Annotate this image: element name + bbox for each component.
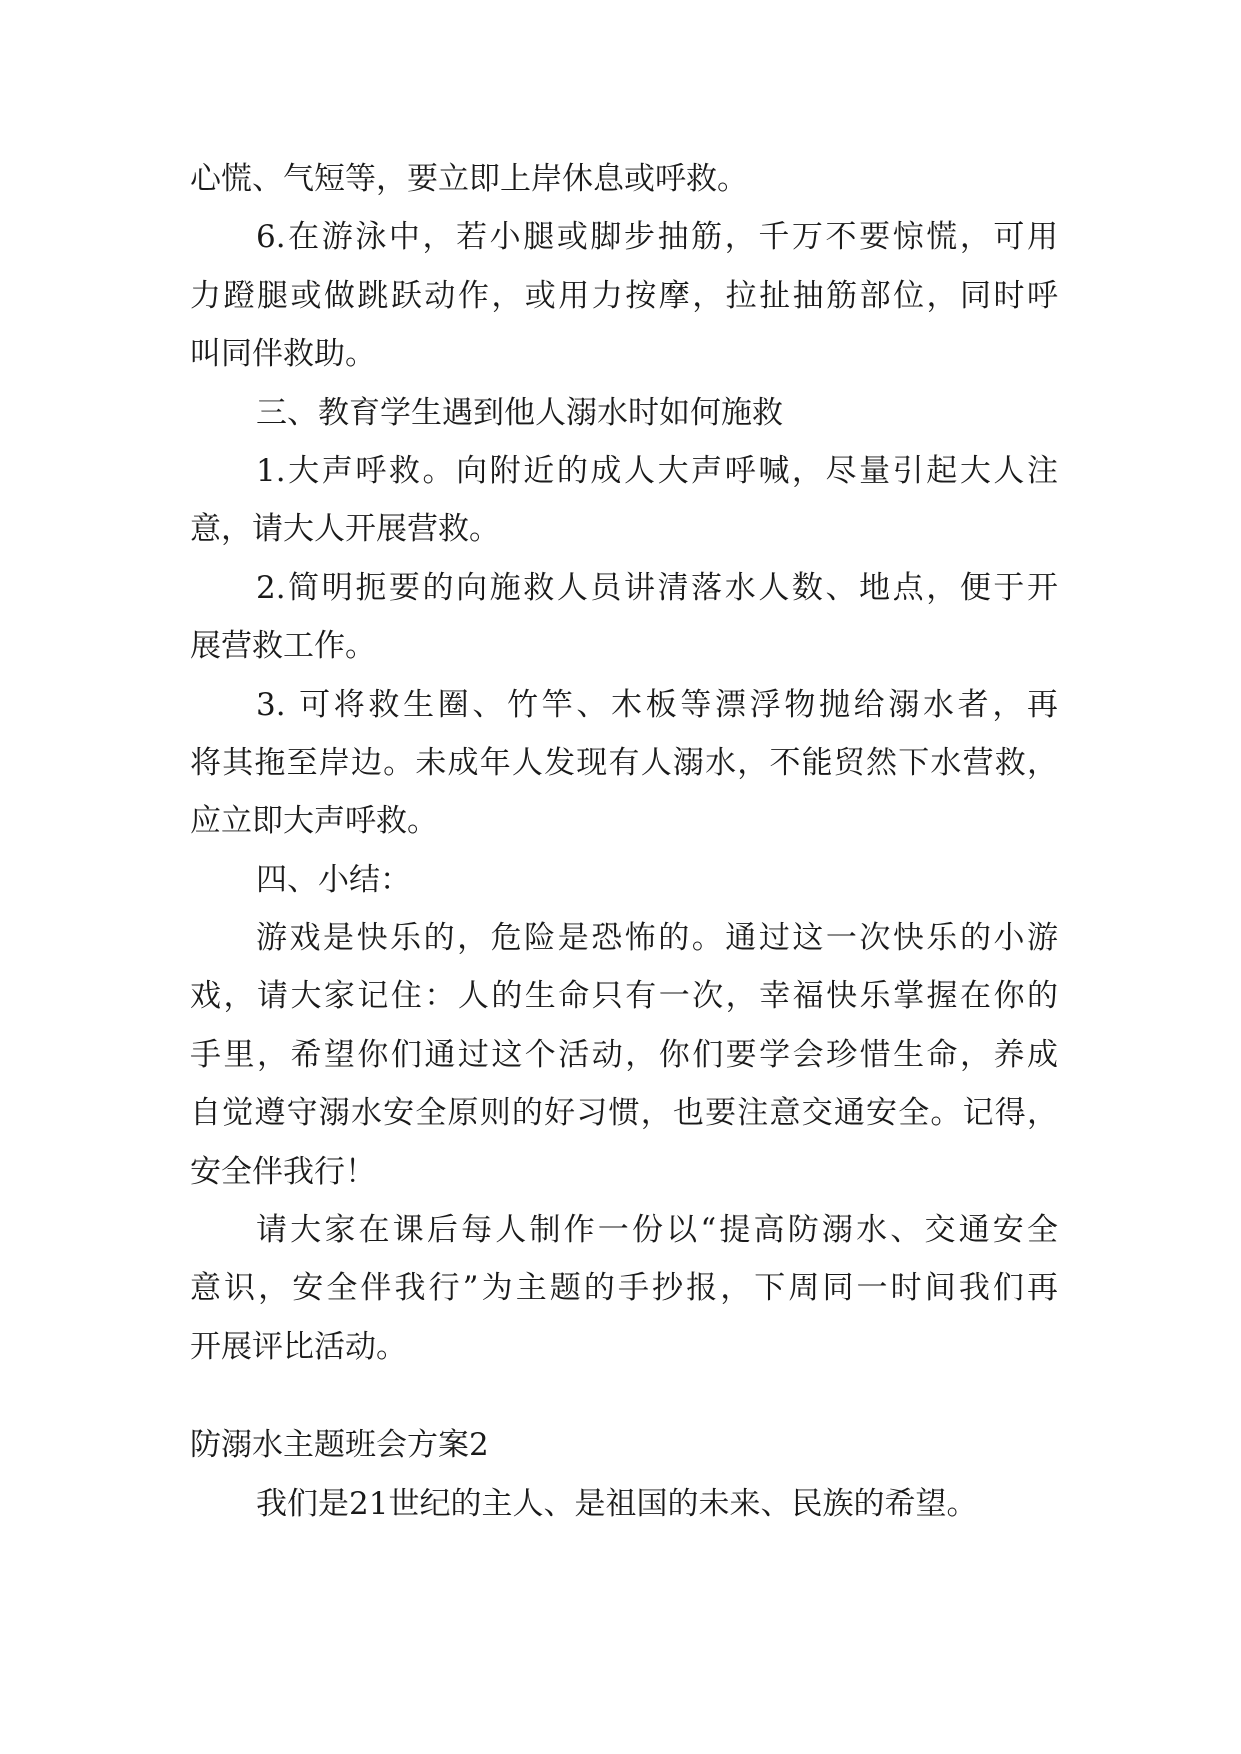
paragraph-line: 3. 可将救生圈、竹竿、木板等漂浮物抛给溺水者，再 — [256, 686, 1058, 723]
document-body — [190, 150, 1058, 1376]
paragraph-line: 游戏是快乐的，危险是恐怖的。通过这一次快乐的小游 — [256, 920, 1058, 957]
section-title: 防溺水主题班会方案2 — [190, 1427, 489, 1464]
paragraph-line: 意，请大人开展营救。 — [190, 511, 500, 548]
paragraph-line: 手里，希望你们通过这个活动，你们要学会珍惜生命，养成 — [190, 1036, 1058, 1073]
paragraph-line: 四、小结： — [256, 861, 411, 898]
document-page — [190, 150, 1058, 1533]
paragraph-line: 安全伴我行！ — [190, 1153, 376, 1190]
paragraph-line: 6.在游泳中，若小腿或脚步抽筋，千万不要惊慌，可用 — [256, 219, 1058, 256]
paragraph-line: 戏，请大家记住：人的生命只有一次，幸福快乐掌握在你的 — [190, 978, 1058, 1015]
paragraph-line: 开展评比活动。 — [190, 1328, 407, 1365]
paragraph-line: 应立即大声呼救。 — [190, 803, 438, 840]
section-gap — [190, 1376, 1058, 1416]
paragraph-line: 力蹬腿或做跳跃动作，或用力按摩，拉扯抽筋部位，同时呼 — [190, 277, 1058, 314]
paragraph-line: 意识，安全伴我行”为主题的手抄报，下周同一时间我们再 — [190, 1270, 1058, 1307]
paragraph-line: 2.简明扼要的向施救人员讲清落水人数、地点，便于开 — [256, 569, 1058, 606]
paragraph-line: 心慌、气短等，要立即上岸休息或呼救。 — [190, 161, 748, 197]
paragraph-line: 1.大声呼救。向附近的成人大声呼喊，尽量引起大人注 — [256, 452, 1058, 489]
paragraph-line: 我们是21世纪的主人、是祖国的未来、民族的希望。 — [256, 1485, 978, 1522]
paragraph-line: 叫同伴救助。 — [190, 336, 376, 373]
paragraph-line: 三、教育学生遇到他人溺水时如何施救 — [256, 394, 783, 431]
paragraph-line: 请大家在课后每人制作一份以“提高防溺水、交通安全 — [256, 1212, 1058, 1249]
paragraph-line: 展营救工作。 — [190, 628, 376, 665]
paragraph-line: 自觉遵守溺水安全原则的好习惯，也要注意交通安全。记得， — [190, 1095, 1058, 1132]
paragraph-line: 将其拖至岸边。未成年人发现有人溺水，不能贸然下水营救， — [190, 744, 1058, 781]
